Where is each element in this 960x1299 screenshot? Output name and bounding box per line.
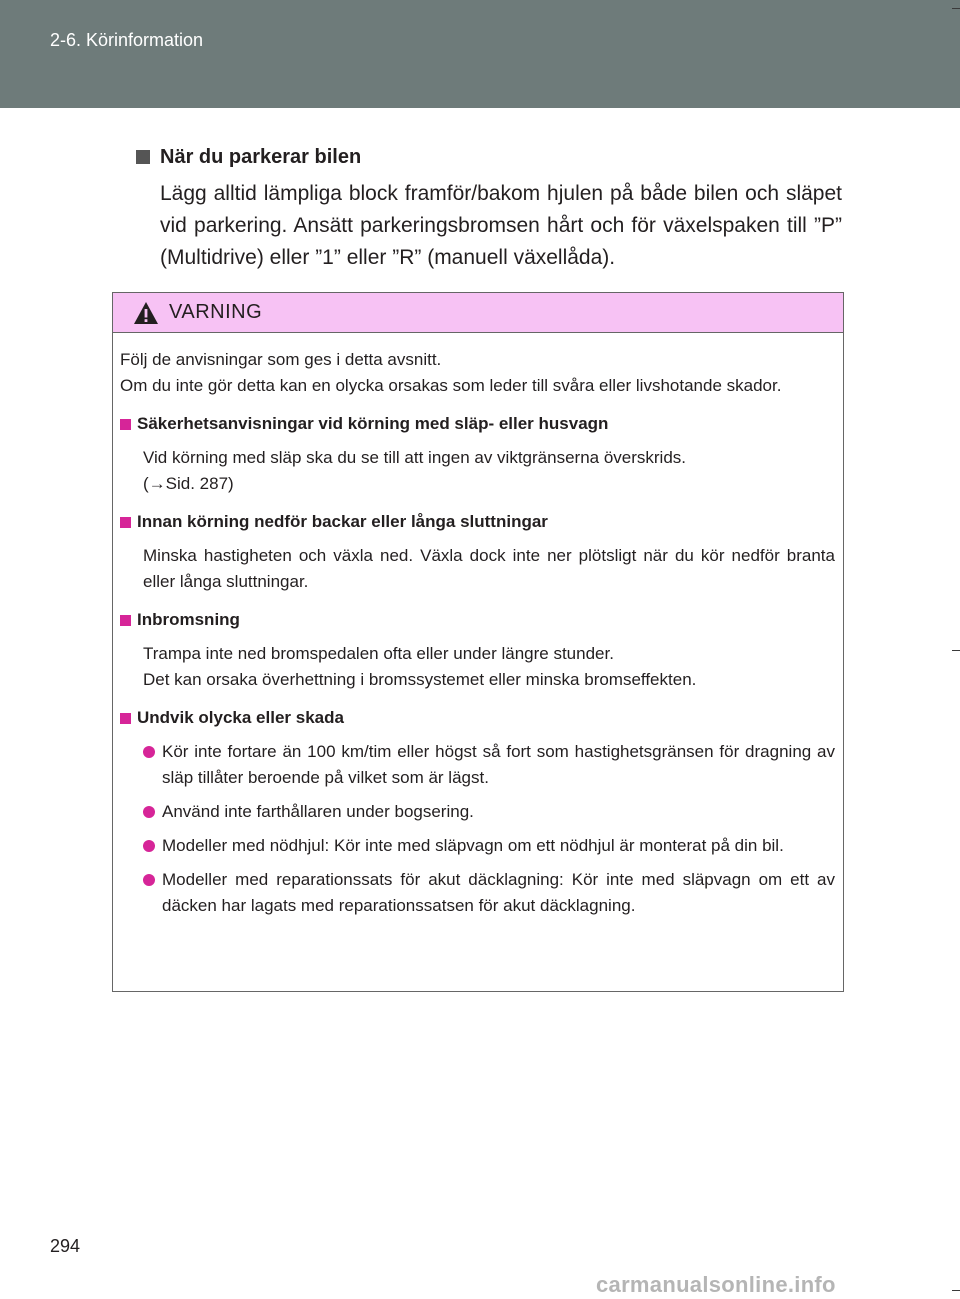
square-bullet-icon xyxy=(120,419,131,430)
warning-section-trailer xyxy=(120,411,835,497)
round-bullet-icon xyxy=(143,746,155,758)
section-body-line: Minska hastigheten och växla ned. Växla dock inte ner plötsligt när du kör nedför branta eller långa sluttningar. xyxy=(143,546,835,591)
round-bullet-icon xyxy=(143,840,155,852)
section-heading xyxy=(120,411,835,437)
square-bullet-icon xyxy=(120,615,131,626)
section-heading xyxy=(120,705,835,731)
section-body-line: Det kan orsaka överhettning i bromssystemet eller minska bromseffekten. xyxy=(143,670,697,689)
crop-mark xyxy=(952,8,960,9)
parking-heading-text: När du parkerar bilen xyxy=(160,146,362,168)
section-heading xyxy=(120,509,835,535)
section-body-line: Trampa inte ned bromspedalen ofta eller under längre stunder. xyxy=(143,644,614,663)
square-bullet-icon xyxy=(120,713,131,724)
crop-mark xyxy=(952,650,960,651)
parking-section xyxy=(136,142,842,274)
section-body xyxy=(143,543,835,595)
warning-box xyxy=(112,292,844,992)
warning-intro-line: Om du inte gör detta kan en olycka orsakas som leder till svåra eller livshotande skador. xyxy=(120,376,782,395)
square-bullet-icon xyxy=(136,150,150,164)
watermark: carmanualsonline.info xyxy=(596,1272,836,1297)
list-item-text: Använd inte farthållaren under bogsering. xyxy=(162,802,474,821)
page-reference: (→Sid. 287) xyxy=(143,474,234,493)
list-item xyxy=(143,739,835,791)
list-item xyxy=(143,799,835,825)
round-bullet-icon xyxy=(143,806,155,818)
page-number: 294 xyxy=(50,1236,81,1256)
crop-mark xyxy=(952,1290,960,1291)
warning-triangle-icon xyxy=(133,301,159,325)
list-item-text: Modeller med nödhjul: Kör inte med släpvagn om ett nödhjul är monterat på din bil. xyxy=(162,836,784,855)
list-item xyxy=(143,833,835,859)
warning-header xyxy=(113,293,843,333)
section-heading xyxy=(120,607,835,633)
warning-section-avoid-accident xyxy=(120,705,835,919)
section-body-line: Vid körning med släp ska du se till att ingen av viktgränserna överskrids. xyxy=(143,448,687,467)
parking-heading xyxy=(136,142,842,172)
section-body xyxy=(143,445,835,497)
warning-intro-line: Följ de anvisningar som ges i detta avsnitt. xyxy=(120,350,442,369)
list-item-text: Kör inte fortare än 100 km/tim eller högst så fort som hastighetsgränsen för dragning av släp tillåter beroende på vilket som är lägst. xyxy=(162,742,835,787)
section-title: 2-6. Körinformation xyxy=(50,30,204,50)
list-item xyxy=(143,867,835,919)
page-header xyxy=(0,0,960,108)
section-heading-text: Undvik olycka eller skada xyxy=(137,708,344,727)
warning-content xyxy=(113,333,843,919)
section-body xyxy=(143,641,835,693)
section-heading-text: Innan körning nedför backar eller långa sluttningar xyxy=(137,512,548,531)
section-heading-text: Säkerhetsanvisningar vid körning med släp- eller husvagn xyxy=(137,414,609,433)
parking-body: Lägg alltid lämpliga block framför/bakom hjulen på både bilen och släpet vid parkering. Ansätt parkeringsbromsen hårt och för växelspaken till ”P” (Multidrive) eller ”1” eller ”R” (manuell växellåda). xyxy=(160,182,842,269)
warning-title: VARNING xyxy=(169,301,263,323)
warning-section-braking xyxy=(120,607,835,693)
round-bullet-icon xyxy=(143,874,155,886)
warning-section-downhill xyxy=(120,509,835,595)
section-heading-text: Inbromsning xyxy=(137,610,240,629)
square-bullet-icon xyxy=(120,517,131,528)
list-item-text: Modeller med reparationssats för akut däcklagning: Kör inte med släpvagn om ett av däcken har lagats med reparationssatsen för akut däcklagning. xyxy=(162,870,835,915)
